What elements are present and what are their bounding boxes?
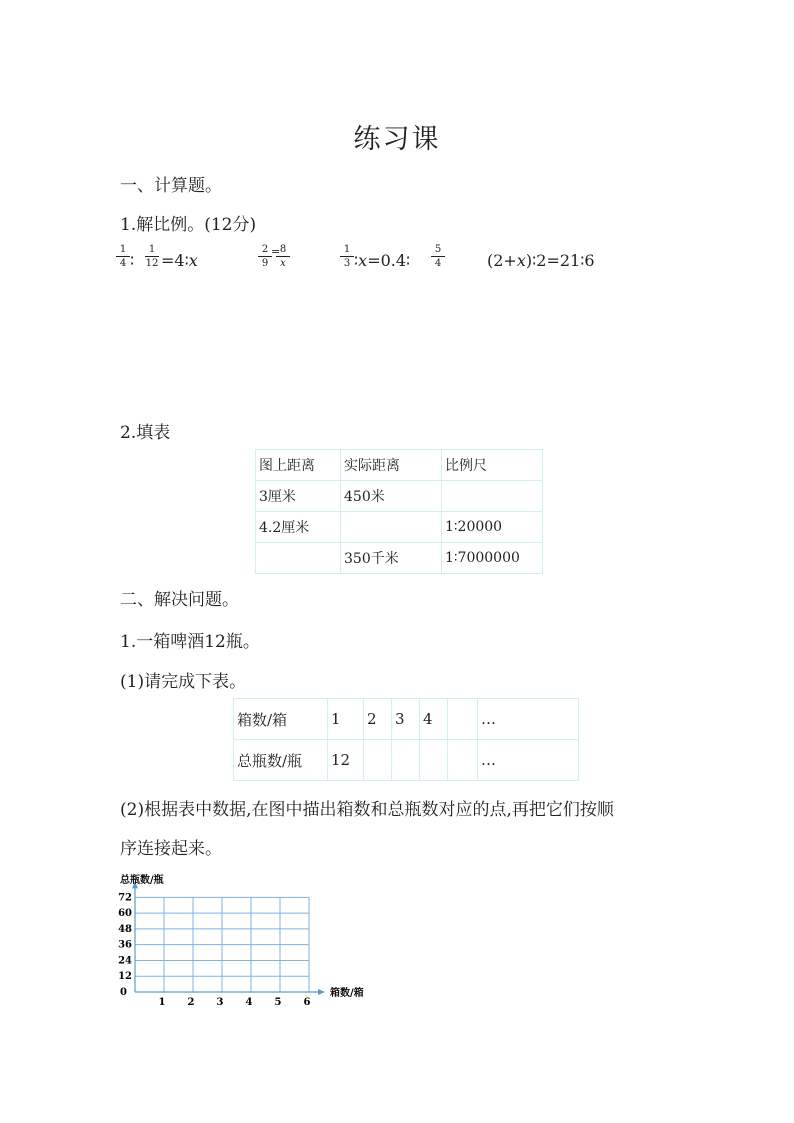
denominator: 12 (145, 258, 159, 269)
coordinate-grid-chart (110, 868, 390, 1008)
numerator: 2 (261, 244, 269, 255)
equation-part: =4∶ (161, 251, 189, 270)
table-cell: 总瓶数/瓶 (234, 740, 328, 781)
table-header-row (256, 450, 543, 481)
fraction (340, 244, 354, 269)
table-cell: 350千米 (341, 543, 442, 574)
denominator: 3 (343, 258, 351, 269)
equation-part: )∶2=21∶6 (525, 251, 595, 270)
y-tick-label: 12 (118, 971, 132, 983)
table-row (234, 699, 579, 740)
x-tick-label: 2 (187, 997, 195, 1008)
denominator: 9 (261, 258, 269, 269)
table-row (256, 543, 543, 574)
fraction (431, 244, 445, 269)
y-tick-label: 72 (118, 892, 132, 904)
section-2-heading: 二、解决问题。 (120, 590, 239, 610)
table-cell (364, 740, 392, 781)
part-1-label: (1)请完成下表。 (120, 672, 247, 692)
x-tick-label: 4 (245, 997, 253, 1008)
numerator: 1 (119, 244, 127, 255)
table-cell: 4.2厘米 (256, 512, 341, 543)
y-tick-label: 24 (118, 955, 132, 967)
x-tick-label: 5 (274, 997, 282, 1008)
table-row (256, 512, 543, 543)
equals-sign: = (271, 245, 281, 258)
table-header-cell: 图上距离 (256, 450, 341, 481)
table-header-cell: 比例尺 (442, 450, 543, 481)
denominator: x (280, 258, 286, 269)
scale-table (255, 449, 543, 574)
table-cell (392, 740, 420, 781)
fraction (145, 244, 159, 269)
table-cell: 1 (328, 699, 364, 740)
fraction (116, 244, 130, 269)
fraction (276, 244, 290, 269)
numerator: 8 (279, 244, 287, 255)
equation-text (161, 251, 198, 270)
y-axis-label: 总瓶数/瓶 (120, 875, 164, 886)
variable: x (188, 251, 198, 270)
x-axis-label: 箱数/箱 (330, 988, 364, 999)
table-cell (448, 740, 478, 781)
bottles-table (233, 698, 579, 781)
table-cell: 4 (420, 699, 448, 740)
part-2-line-1: (2)根据表中数据,在图中描出箱数和总瓶数对应的点,再把它们按顺 (120, 800, 614, 820)
table-cell: 箱数/箱 (234, 699, 328, 740)
table-cell: 1∶7000000 (442, 543, 543, 574)
section-1-heading: 一、计算题。 (120, 176, 222, 196)
table-cell: … (478, 740, 579, 781)
numerator: 1 (343, 244, 351, 255)
table-cell (442, 481, 543, 512)
x-tick-label: 6 (303, 997, 311, 1008)
problem-1-label: 1.一箱啤酒12瓶。 (120, 632, 260, 652)
y-tick-label: 0 (120, 987, 127, 998)
ratio-sign: ∶ (130, 251, 135, 270)
equation-part: =0.4∶ (367, 251, 411, 270)
equation-part: (2+ (487, 251, 517, 270)
equation-text (354, 251, 410, 270)
equation-4 (487, 251, 595, 270)
table-cell: 3 (392, 699, 420, 740)
table-row (256, 481, 543, 512)
table-cell (420, 740, 448, 781)
table-row (234, 740, 579, 781)
table-cell: 450米 (341, 481, 442, 512)
x-axis-arrow (318, 989, 325, 995)
table-cell (256, 543, 341, 574)
fraction (258, 244, 272, 269)
table-header-cell: 实际距离 (341, 450, 442, 481)
denominator: 4 (434, 258, 442, 269)
question-1-label: 1.解比例。(12分) (120, 215, 257, 235)
y-tick-label: 48 (118, 923, 132, 935)
table-cell (341, 512, 442, 543)
y-tick-label: 60 (118, 908, 132, 920)
denominator: 4 (119, 258, 127, 269)
part-2-line-2: 序连接起来。 (120, 839, 222, 859)
table-cell (448, 699, 478, 740)
variable: x (358, 251, 368, 270)
numerator: 5 (434, 244, 442, 255)
ratio-sign: ∶ (354, 251, 359, 270)
variable: x (516, 251, 526, 270)
table-cell: 3厘米 (256, 481, 341, 512)
table-cell: 1∶20000 (442, 512, 543, 543)
y-tick-label: 36 (118, 939, 132, 951)
table-cell: … (478, 699, 579, 740)
numerator: 1 (148, 244, 156, 255)
question-2-label: 2.填表 (120, 423, 171, 443)
page-title: 练习课 (353, 124, 441, 155)
table-cell: 12 (328, 740, 364, 781)
x-tick-label: 3 (216, 997, 224, 1008)
x-tick-label: 1 (158, 997, 166, 1008)
table-cell: 2 (364, 699, 392, 740)
